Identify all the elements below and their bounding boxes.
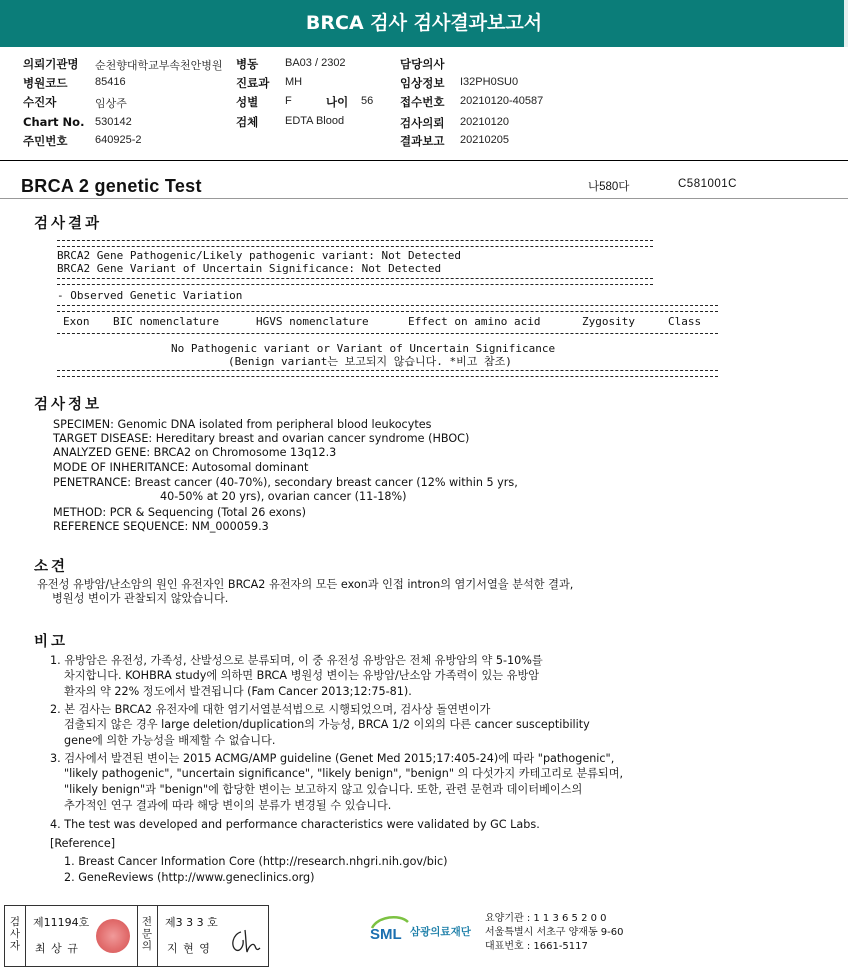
- institution-label: 의뢰기관명: [23, 57, 79, 71]
- specimen-label: 검체: [236, 115, 259, 129]
- specimen-value: EDTA Blood: [285, 115, 345, 127]
- notes-heading: 비고: [34, 634, 69, 650]
- age-label: 나이: [326, 95, 349, 109]
- result-line-pathogenic: BRCA2 Gene Pathogenic/Likely pathogenic variant: Not Detected: [57, 249, 461, 262]
- clinical-label: 임상정보: [400, 76, 445, 90]
- result-line-vus: BRCA2 Gene Variant of Uncertain Significance: Not Detected: [57, 262, 442, 275]
- reference-1: 1. Breast Cancer Information Core (http://research.nhgri.nih.gov/bic): [64, 855, 448, 868]
- result-rule-top: [57, 240, 653, 247]
- patient-header: [0, 47, 848, 160]
- test-title: BRCA 2 genetic Test: [21, 176, 202, 196]
- ward-label: 병동: [236, 57, 259, 71]
- resident-value: 640925-2: [95, 134, 142, 146]
- examiner-license: 제11194호: [33, 916, 90, 929]
- table-rule-top: [57, 305, 718, 312]
- observed-label: - Observed Genetic Variation: [57, 289, 243, 302]
- opinion-line-1: 유전성 유방암/난소암의 원인 유전자인 BRCA2 유전자의 모든 exon과 인접 intron의 염기서열을 분석한 결과,: [37, 578, 574, 591]
- examiner-name: 최 상 규: [35, 942, 79, 955]
- info-penetrance-cont: 40-50% at 20 yrs), ovarian cancer (11-18%): [160, 490, 407, 503]
- report-code-b: C581001C: [678, 178, 737, 190]
- specialist-name: 지 현 영: [167, 942, 211, 955]
- table-rule-header: [57, 333, 718, 334]
- specialist-license: 제3 3 3 호: [165, 916, 218, 929]
- report-code-a: 나580다: [588, 181, 630, 193]
- info-reference: REFERENCE SEQUENCE: NM_000059.3: [53, 520, 269, 533]
- info-method: METHOD: PCR & Sequencing (Total 26 exons): [53, 506, 306, 519]
- title-bar-edge: [844, 0, 848, 47]
- info-heading: 검사정보: [34, 397, 103, 413]
- result-heading: 검사결과: [34, 216, 103, 232]
- report-date-label: 결과보고: [400, 134, 445, 148]
- dept-label: 진료과: [236, 76, 270, 90]
- lab-code: 요양기관 : 1 1 3 6 5 2 0 0: [485, 913, 607, 924]
- info-mode: MODE OF INHERITANCE: Autosomal dominant: [53, 461, 309, 474]
- resident-label: 주민번호: [23, 134, 68, 148]
- note-3d: 추가적인 연구 결과에 따라 해당 변이의 분류가 변경될 수 있습니다.: [64, 799, 392, 812]
- ward-value: BA03 / 2302: [285, 57, 346, 69]
- request-label: 검사의뢰: [400, 116, 445, 130]
- patient-label: 수진자: [23, 95, 57, 109]
- note-3c: "likely benign"과 "benign"에 합당한 변이는 보고하지 않고 있습니다. 또한, 관련 문헌과 데이터베이스의: [64, 783, 583, 796]
- note-4: 4. The test was developed and performance characteristics were validated by GC Labs.: [50, 818, 540, 831]
- col-class: Class: [668, 315, 702, 328]
- chart-value: 530142: [95, 116, 132, 128]
- report-date-value: 20210205: [460, 134, 509, 146]
- title-divider: [0, 198, 848, 199]
- header-divider: [0, 160, 848, 161]
- doctor-label: 담당의사: [400, 57, 445, 71]
- report-title-bar: [0, 0, 848, 47]
- reference-2: 2. GeneReviews (http://www.geneclinics.org): [64, 871, 315, 884]
- patient-value: 임상주: [95, 98, 127, 110]
- lab-info: [485, 912, 624, 954]
- examiner-seal: [96, 919, 130, 953]
- svg-text:SML: SML: [370, 926, 402, 943]
- hospital-code-value: 85416: [95, 76, 126, 88]
- note-1b: 차지합니다. KOHBRA study에 의하면 BRCA 병원성 변이는 유방암/난소암 가족력이 있는 유방암: [64, 669, 540, 682]
- opinion-heading: 소견: [34, 559, 69, 575]
- note-1a: 1. 유방암은 유전성, 가족성, 산발성으로 분류되며, 이 중 유전성 유방암은 전체 유방암의 약 5-10%를: [50, 654, 543, 667]
- info-gene: ANALYZED GENE: BRCA2 on Chromosome 13q12.3: [53, 446, 337, 459]
- hospital-code-label: 병원코드: [23, 76, 68, 90]
- note-3a: 3. 검사에서 발견된 변이는 2015 ACMG/AMP guideline (Genet Med 2015;17:405-24)에 따라 "pathogenic",: [50, 752, 615, 765]
- info-target: TARGET DISEASE: Hereditary breast and ovarian cancer syndrome (HBOC): [53, 432, 470, 445]
- col-bic: BIC nomenclature: [113, 315, 219, 328]
- org-name: 삼광의료재단: [410, 926, 471, 938]
- specialist-signature: [227, 926, 263, 956]
- chart-label: Chart No.: [23, 115, 85, 129]
- note-3b: "likely pathogenic", "uncertain significance", "likely benign", "benign" 의 다섯가지 카테고리로 분류되며,: [64, 767, 624, 780]
- info-penetrance: PENETRANCE: Breast cancer (40-70%), secondary breast cancer (12% within 5 yrs,: [53, 476, 518, 489]
- institution-value: 순천향대학교부속천안병원: [95, 60, 223, 72]
- specialist-role: 전 문 의: [141, 916, 153, 952]
- reference-label: [Reference]: [50, 837, 116, 850]
- table-rule-bottom: [57, 370, 718, 377]
- benign-note-line: (Benign variant는 보고되지 않습니다. *비고 참조): [228, 355, 512, 368]
- col-effect: Effect on amino acid: [408, 315, 541, 328]
- info-specimen: SPECIMEN: Genomic DNA isolated from peripheral blood leukocytes: [53, 418, 432, 431]
- lab-address: 서울특별시 서초구 양재동 9-60: [485, 927, 624, 938]
- sex-value: F: [285, 95, 292, 107]
- note-2c: gene에 의한 가능성을 배제할 수 없습니다.: [64, 734, 276, 747]
- receipt-value: 20210120-40587: [460, 95, 544, 107]
- note-2a: 2. 본 검사는 BRCA2 유전자에 대한 염기서열분석법으로 시행되었으며, 검사상 돌연변이가: [50, 703, 491, 716]
- lab-phone: 대표번호 : 1661-5117: [485, 941, 588, 952]
- age-value: 56: [361, 95, 374, 107]
- col-zygosity: Zygosity: [582, 315, 635, 328]
- note-2b: 검출되지 않은 경우 large deletion/duplication의 가능성, BRCA 1/2 이외의 다른 cancer susceptibility: [64, 718, 590, 731]
- dept-value: MH: [285, 76, 303, 88]
- col-exon: Exon: [63, 315, 90, 328]
- clinical-value: I32PH0SU0: [460, 76, 519, 88]
- page-title: BRCA 검사 검사결과보고서: [305, 12, 543, 34]
- no-variant-line: No Pathogenic variant or Variant of Uncertain Significance: [171, 342, 556, 355]
- note-1c: 환자의 약 22% 정도에서 발견됩니다 (Fam Cancer 2013;12:75-81).: [64, 685, 412, 698]
- receipt-label: 접수번호: [400, 95, 445, 109]
- examiner-role: 검 사 자: [9, 916, 21, 952]
- request-value: 20210120: [460, 116, 509, 128]
- signature-box: [4, 905, 269, 967]
- sml-logo-icon: [370, 914, 410, 944]
- col-hgvs: HGVS nomenclature: [256, 315, 369, 328]
- sex-label: 성별: [236, 95, 259, 109]
- result-rule-mid: [57, 278, 653, 285]
- opinion-line-2: 병원성 변이가 관찰되지 않았습니다.: [52, 592, 229, 605]
